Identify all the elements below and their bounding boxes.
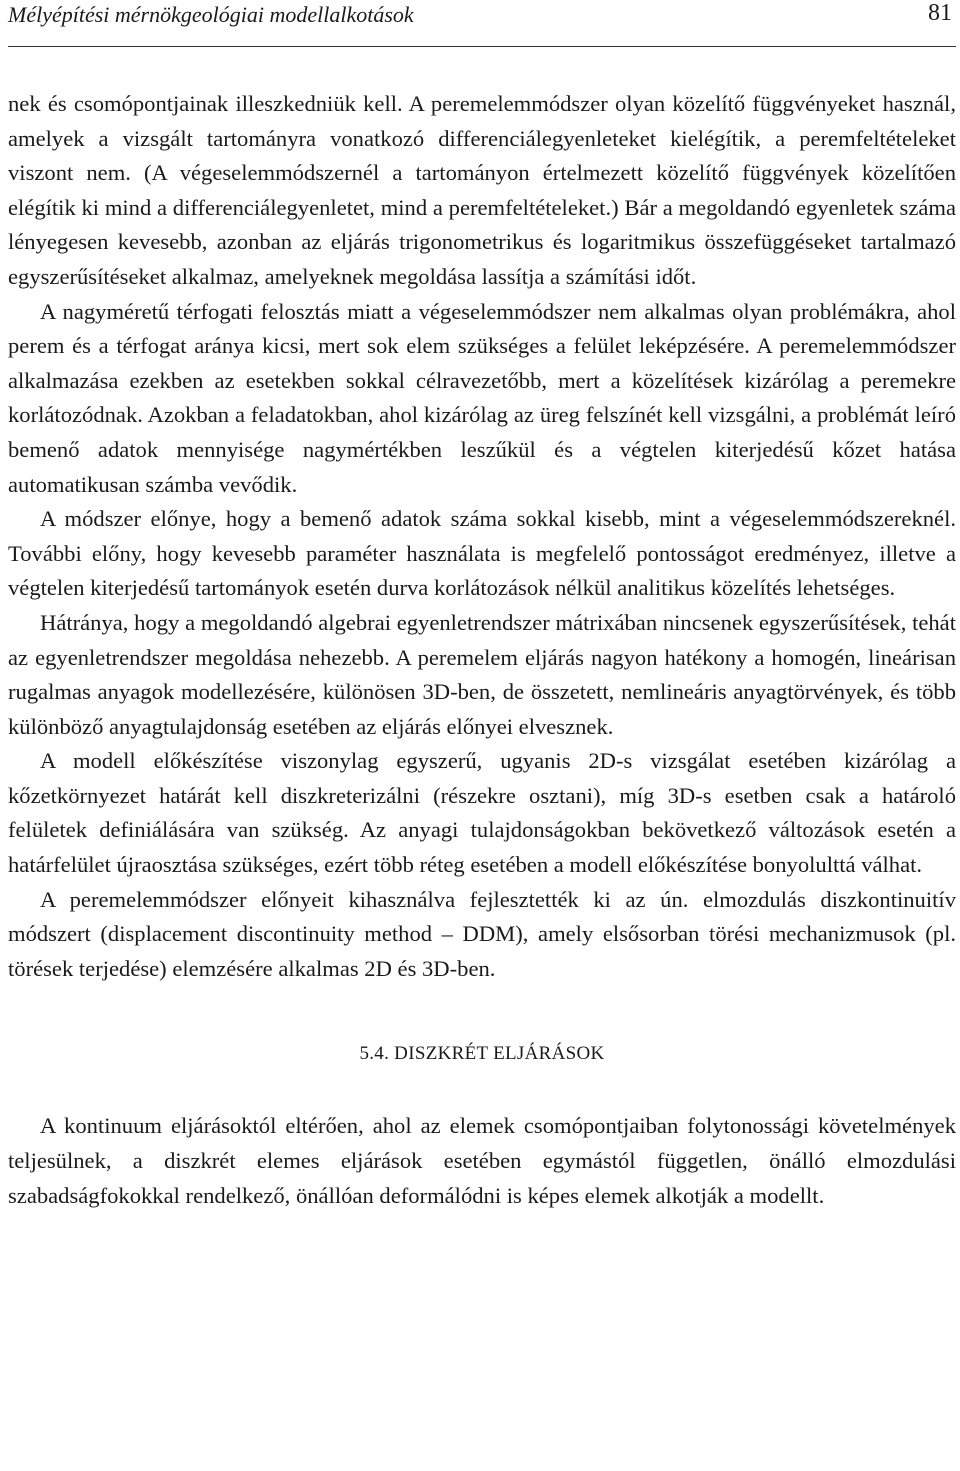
document-page	[8, 0, 956, 1213]
section-body-text	[8, 1109, 956, 1213]
paragraph: A peremelemmódszer előnyeit kihasználva fejlesztették ki az ún. elmozdulás diszkontinuitív módszert (displacement discontinuity method – DDM), amely elsősorban törési mechanizmusok (pl. törések terjedése) elemzésére alkalmas 2D és 3D-ben.	[8, 886, 956, 981]
paragraph: Hátránya, hogy a megoldandó algebrai egyenletrendszer mátrixában nincsenek egyszerűsítések, tehát az egyenletrendszer megoldása nehezebb. A peremelem eljárás nagyon hatékony a homogén, lineárisan rugalmas anyagok modellezésére, különösen 3D-ben, de összetett, nemlineáris anyagtörvények, és több különböző anyagtulajdonság esetében az eljárás előnyei elvesznek.	[8, 609, 956, 739]
body-text	[8, 87, 956, 986]
paragraph: A modell előkészítése viszonylag egyszerű, ugyanis 2D-s vizsgálat esetében kizárólag a kőzetkörnyezet határát kell diszkreterizálni (részekre osztani), míg 3D-s esetben csak a határoló felületek definiálására van szükség. Az anyagi tulajdonságokban bekövetkező változások esetén a határfelület újraosztása szükséges, ezért több réteg esetében a modell előkészítése bonyolulttá válhat.	[8, 748, 956, 878]
paragraph: A kontinuum eljárásoktól eltérően, ahol az elemek csomópontjaiban folytonossági követelmények teljesülnek, a diszkrét elemes eljárások esetében egymástól független, önálló elmozdulási szabadságfokokkal rendelkező, önállóan deformálódni is képes elemek alkotják a modellt.	[8, 1113, 956, 1208]
page-number: 81	[928, 0, 952, 26]
running-title: Mélyépítési mérnökgeológiai modellalkotások	[8, 2, 414, 27]
running-header	[8, 0, 956, 47]
paragraph: nek és csomópontjainak illeszkedniük kell. A peremelemmódszer olyan közelítő függvényeket használ, amelyek a vizsgált tartományra vonatkozó differenciálegyenleteket kielégítik, a peremfeltételeket viszont nem. (A végeselemmódszernél a tartományon értelmezett közelítő függvények közelítően elégítik ki mind a differenciálegyenletet, mind a peremfeltételeket.) Bár a megoldandó egyenletek száma lényegesen kevesebb, azonban az eljárás trigonometrikus és logaritmikus összefüggéseket tartalmazó egyszerűsítéseket alkalmaz, amelyeknek megoldása lassítja a számítási időt.	[8, 91, 956, 289]
paragraph: A nagyméretű térfogati felosztás miatt a végeselemmódszer nem alkalmas olyan problémákra, ahol perem és a térfogat aránya kicsi, mert sok elem szükséges a felület leképzésére. A peremelemmódszer alkalmazása ezekben az esetekben sokkal célravezetőbb, mert a közelítések kizárólag a peremekre korlátozódnak. Azokban a feladatokban, ahol kizárólag az üreg felszínét kell vizsgálni, a problémát leíró bemenő adatok mennyisége nagymértékben leszűkül és a végtelen kiterjedésű kőzet hatása automatikusan számba vevődik.	[8, 298, 956, 497]
paragraph: A módszer előnye, hogy a bemenő adatok száma sokkal kisebb, mint a végeselemmódszereknél. További előny, hogy kevesebb paraméter használata is megfelelő pontosságot eredményez, illetve a végtelen kiterjedésű tartományok esetén durva korlátozások nélkül analitikus közelítés lehetséges.	[8, 506, 956, 601]
section-heading: 5.4. DISZKRÉT ELJÁRÁSOK	[359, 1043, 605, 1065]
